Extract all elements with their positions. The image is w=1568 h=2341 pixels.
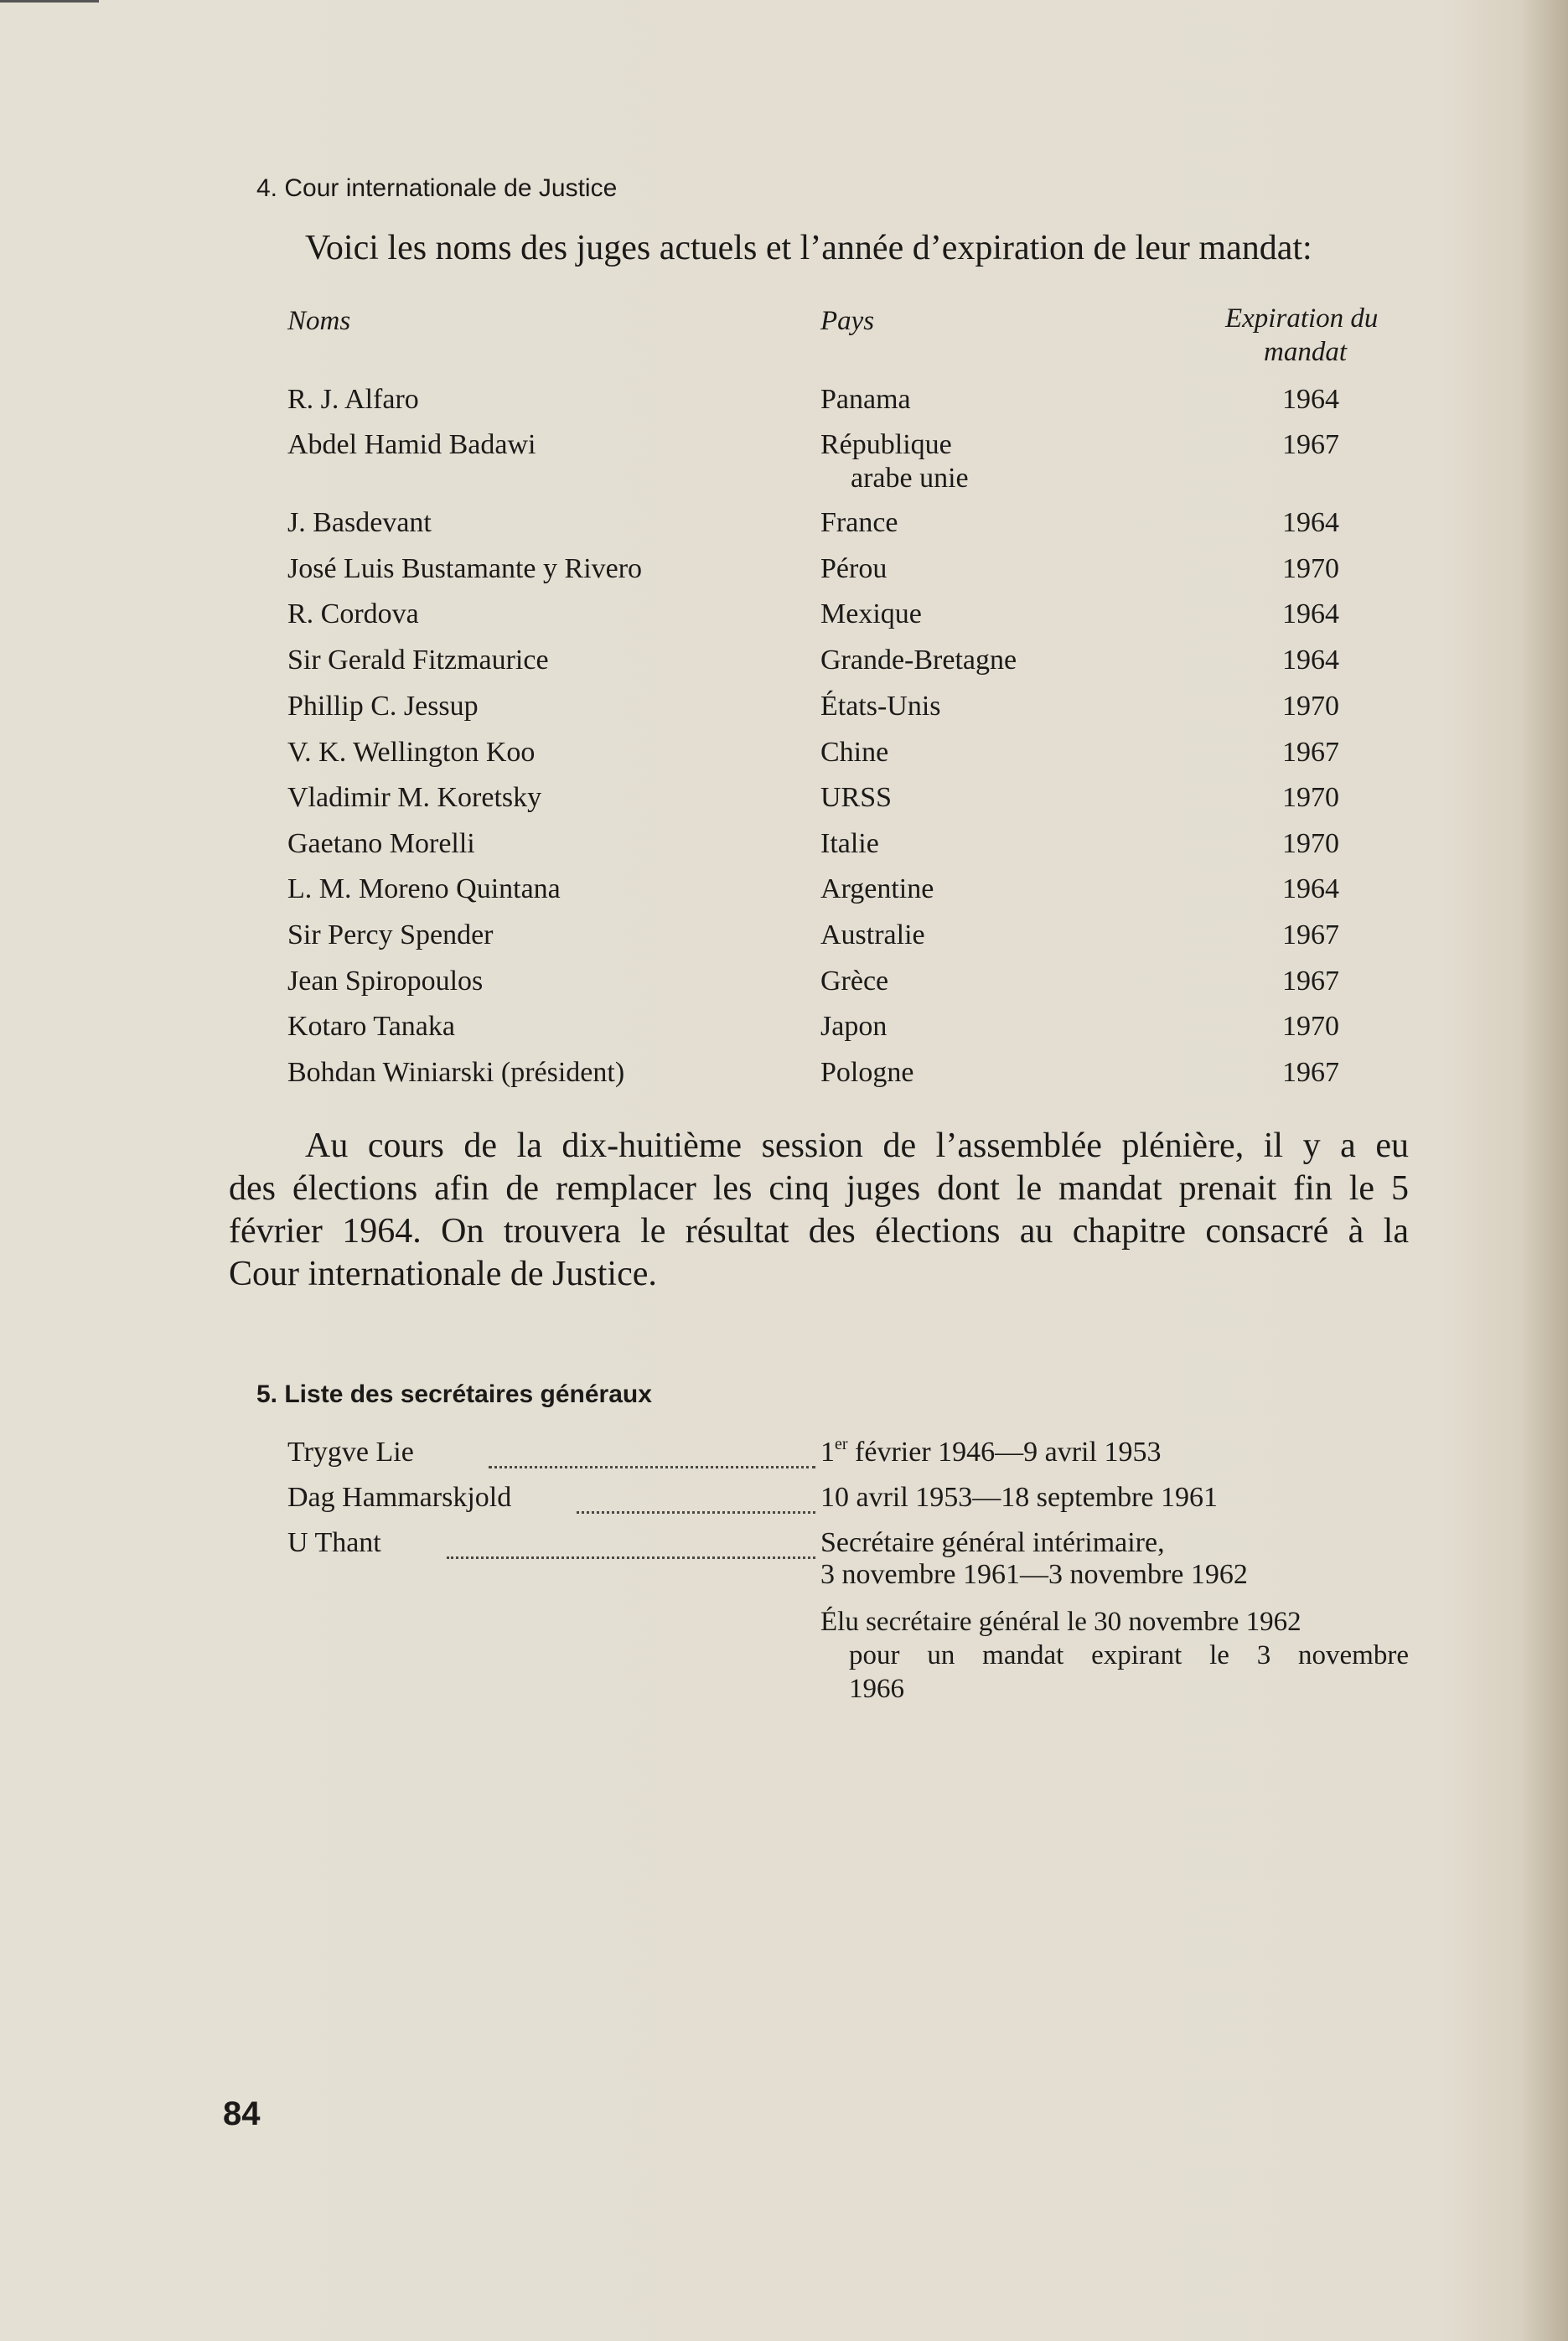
column-header-expiration: Expiration du [1225,303,1379,334]
judge-name: J. Basdevant [287,507,432,538]
secretary-general-term: 1er février 1946—9 avril 1953 [820,1435,1162,1468]
judge-expiration-year: 1970 [1282,828,1339,859]
judge-name: Kotaro Tanaka [287,1011,455,1042]
secretary-general-term-line2: 3 novembre 1961—3 novembre 1962 [820,1559,1248,1590]
judge-expiration-year: 1967 [1282,429,1339,460]
top-rule [0,0,99,3]
judge-name: V. K. Wellington Koo [287,737,536,768]
judge-country: URSS [820,782,893,813]
section-4-heading: 4. Cour internationale de Justice [256,174,618,202]
judge-name: Sir Percy Spender [287,919,494,950]
judge-country: République [820,429,952,460]
section-4-intro: Voici les noms des juges actuels et l’année d’expiration de leur mandat: [305,229,1312,267]
judge-name: Bohdan Winiarski (président) [287,1057,625,1088]
secretary-general-name: Trygve Lie [287,1437,414,1468]
judge-name: Vladimir M. Koretsky [287,782,542,813]
judge-country: Japon [820,1011,887,1042]
judge-country: Grande-Bretagne [820,645,1017,676]
judge-country: États-Unis [820,691,941,722]
paragraph-line: Au cours de la dix-huitième session de l’assemblée plénière, il y a eu [305,1126,1409,1165]
dot-leader [577,1511,815,1514]
judge-expiration-year: 1967 [1282,919,1339,950]
note-line: 1966 [849,1674,904,1704]
judge-expiration-year: 1964 [1282,645,1339,676]
judge-name: Abdel Hamid Badawi [287,429,536,460]
judge-name: Sir Gerald Fitzmaurice [287,645,549,676]
judge-expiration-year: 1964 [1282,384,1339,415]
judge-expiration-year: 1970 [1282,782,1339,813]
judge-country: Pologne [820,1057,914,1088]
column-header-expiration-line2: mandat [1264,337,1347,367]
judge-country: Pérou [820,553,887,584]
paragraph-line: des élections afin de remplacer les cinq juges dont le mandat prenait fin le 5 [229,1169,1409,1208]
judge-name: Phillip C. Jessup [287,691,479,722]
judge-expiration-year: 1970 [1282,1011,1339,1042]
secretary-general-name: U Thant [287,1527,381,1558]
judge-country: Mexique [820,598,922,629]
judge-country: Panama [820,384,911,415]
judge-country: France [820,507,898,538]
paragraph-line: février 1964. On trouvera le résultat des élections au chapitre consacré à la [229,1212,1409,1251]
secretary-general-term: Secrétaire général intérimaire, [820,1527,1165,1558]
paragraph-line: Cour internationale de Justice. [229,1255,657,1293]
section-5-heading: 5. Liste des secrétaires généraux [256,1380,652,1408]
judge-country: Italie [820,828,879,859]
dot-leader [447,1556,815,1559]
judge-name: L. M. Moreno Quintana [287,873,561,904]
judge-expiration-year: 1967 [1282,737,1339,768]
judge-name: Jean Spiropoulos [287,966,484,997]
judge-country: Chine [820,737,889,768]
dot-leader [489,1466,815,1468]
secretary-general-name: Dag Hammarskjold [287,1482,512,1513]
note-line: Élu secrétaire général le 30 novembre 1962 [820,1607,1301,1637]
page-number: 84 [223,2095,261,2132]
judge-expiration-year: 1970 [1282,691,1339,722]
judge-name: Gaetano Morelli [287,828,475,859]
judge-country: Argentine [820,873,934,904]
judge-expiration-year: 1970 [1282,553,1339,584]
judge-name: R. Cordova [287,598,419,629]
judge-name: R. J. Alfaro [287,384,419,415]
secretary-general-term: 10 avril 1953—18 septembre 1961 [820,1482,1219,1513]
judge-country-line2: arabe unie [851,463,969,494]
note-line: pour un mandat expirant le 3 novembre [849,1640,1409,1670]
judge-expiration-year: 1964 [1282,873,1339,904]
judge-expiration-year: 1967 [1282,1057,1339,1088]
judge-expiration-year: 1967 [1282,966,1339,997]
column-header-names: Noms [287,306,351,336]
judge-expiration-year: 1964 [1282,598,1339,629]
judge-country: Australie [820,919,925,950]
judge-country: Grèce [820,966,889,997]
column-header-country: Pays [820,306,875,336]
judge-expiration-year: 1964 [1282,507,1339,538]
judge-name: José Luis Bustamante y Rivero [287,553,643,584]
